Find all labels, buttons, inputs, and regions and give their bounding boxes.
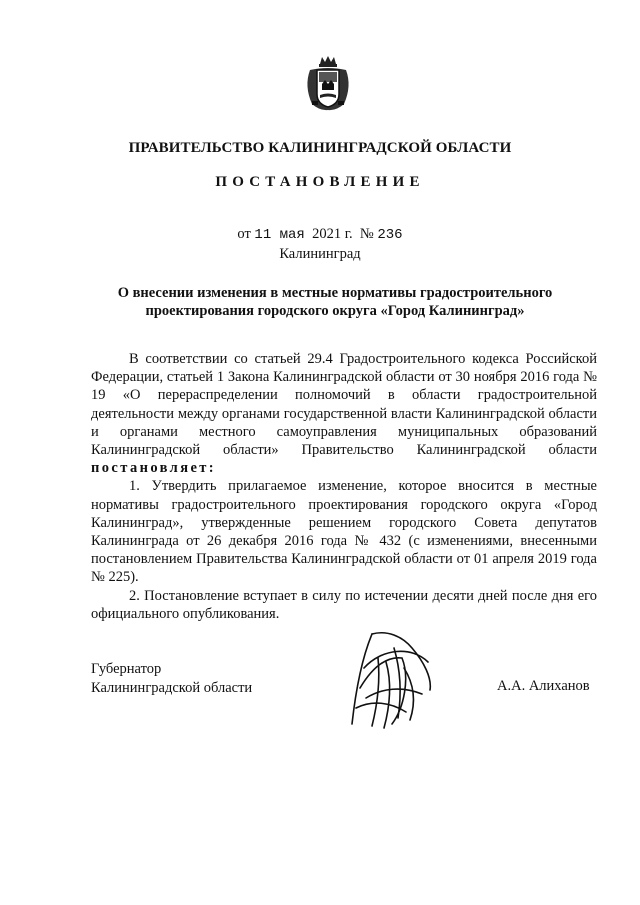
item-1: 1. Утвердить прилагаемое изменение, которое вносится в местные нормативы градостроительного проектирования городского округа «Город Калининград», утвержденные решением городского Совета депутатов Калининграда от 26 декабря 2016 года № 432 (с изменениями, внесенными постановлением Правительства Калининградской области от 01 апреля 2019 года № 225). <box>91 478 597 586</box>
date-day-month: 11 мая <box>254 227 305 243</box>
document-number: 236 <box>377 227 403 243</box>
signatory-name: А.А. Алиханов <box>497 678 590 694</box>
handwritten-signature-icon <box>342 628 452 732</box>
organization-title: ПРАВИТЕЛЬСТВО КАЛИНИНГРАДСКОЙ ОБЛАСТИ <box>128 140 512 156</box>
signatory-title-line-2: Калининградской области <box>91 679 253 696</box>
signatory-title <box>91 660 252 697</box>
date-number-line <box>0 226 640 243</box>
coat-of-arms-icon <box>298 54 358 112</box>
subject-line-1: О внесении изменения в местные нормативы градостроительного <box>117 285 553 301</box>
number-sign: № <box>359 226 374 242</box>
item-2: 2. Постановление вступает в силу по истечении десяти дней после дня его официального опубликования. <box>91 587 597 622</box>
date-prefix: от <box>237 226 251 242</box>
subject-line-2: проектирования городского округа «Город Калининград» <box>145 303 525 319</box>
city: Калининград <box>279 246 361 262</box>
resolves-word: постановляет: <box>91 460 217 477</box>
signatory-title-line-1: Губернатор <box>91 661 162 677</box>
document-type: ПОСТАНОВЛЕНИЕ <box>215 174 425 190</box>
date-year: 2021 г. <box>312 226 353 242</box>
preamble-text: В соответствии со статьей 29.4 Градостроительного кодекса Российской Федерации, статьей 1 Закона Калининградской области от 30 ноября 2016 года № 19 «О перераспределении полномочий в области градостроительной деятельности между органами государственной власти Калининградской области и органами местного самоуправления муниципальных образований Калининградской области» Правительство Калининградской области <box>91 351 597 459</box>
document-subject <box>95 284 575 320</box>
preamble-paragraph <box>91 350 597 477</box>
document-body <box>91 350 597 623</box>
